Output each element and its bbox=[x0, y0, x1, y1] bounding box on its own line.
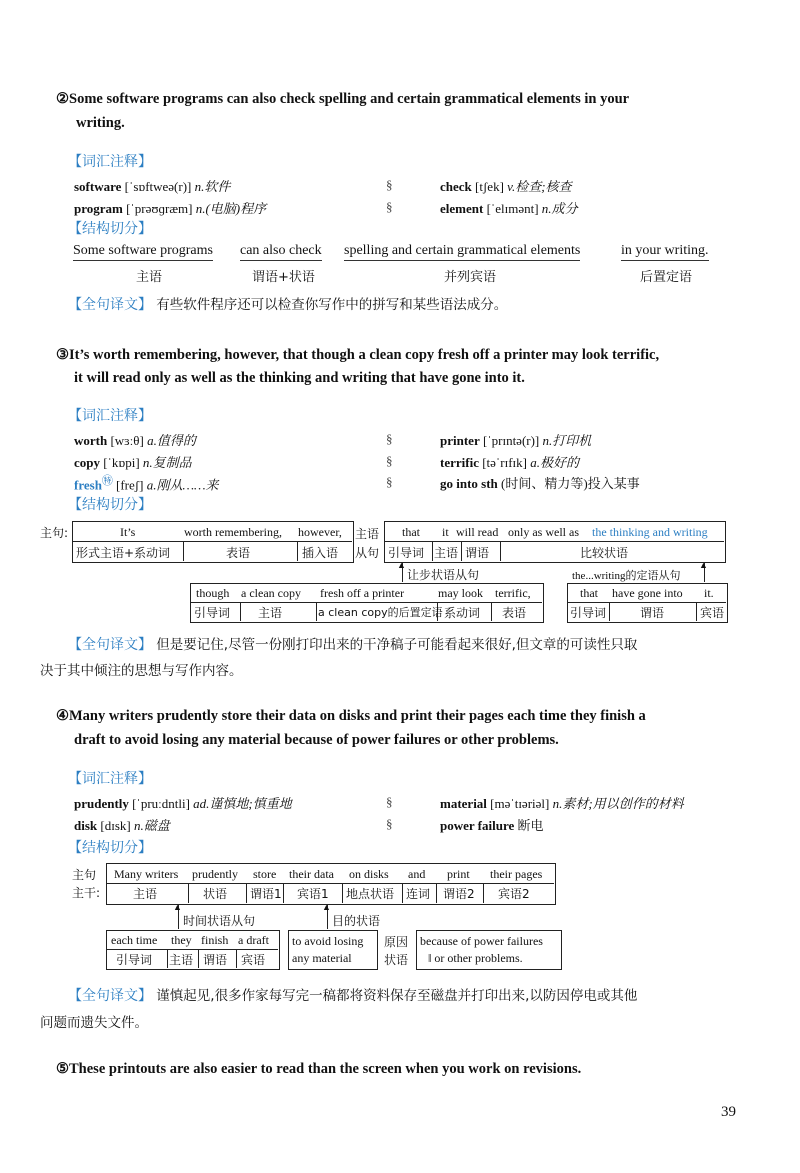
vocab-item: software [ˈsɒftweə(r)] n.软件 bbox=[74, 179, 231, 194]
part-object: spelling and certain grammatical elements bbox=[344, 243, 580, 261]
reason-label: 原因 bbox=[384, 935, 409, 949]
diagram-word: prudently bbox=[192, 867, 238, 881]
diagram-word: it. bbox=[704, 586, 714, 600]
vocab-item: check [tʃek] v.检查;核查 bbox=[440, 179, 572, 194]
diagram-word: worth remembering, bbox=[184, 525, 282, 539]
diagram-word: will read bbox=[456, 525, 499, 539]
diagram-role: 比较状语 bbox=[580, 546, 629, 560]
diagram-role: 谓语 bbox=[640, 606, 665, 620]
diagram-role: 主语 bbox=[434, 546, 459, 560]
diagram-word: because of power failures bbox=[420, 934, 543, 948]
vocab-item: disk [dɪsk] n.磁盘 bbox=[74, 818, 170, 833]
diagram-word: finish bbox=[201, 933, 229, 947]
vocab-item: worth [wɜːθ] a.值得的 bbox=[74, 433, 196, 448]
diagram-word: their data bbox=[289, 867, 334, 881]
diagram-role: 谓语2 bbox=[443, 887, 475, 901]
diagram-role: 表语 bbox=[502, 606, 527, 620]
diagram-word: a clean copy bbox=[241, 586, 301, 600]
separator-mark: § bbox=[386, 199, 393, 214]
diagram-word: the thinking and writing bbox=[592, 525, 708, 539]
arrow-up-icon: ▲ bbox=[699, 560, 708, 570]
translation: 【全句译文】 有些软件程序还可以检查你写作中的拼写和某些语法成分。 bbox=[68, 297, 508, 313]
arrow-label: 目的状语 bbox=[332, 914, 381, 928]
sentence-5: ⑤These printouts are also easier to read than the screen when you work on revisions. bbox=[56, 1061, 582, 1077]
translation-continued: 问题而遗失文件。 bbox=[40, 1015, 148, 1031]
diagram-word: a draft bbox=[238, 933, 269, 947]
diagram-role: 状语 bbox=[203, 887, 228, 901]
vocab-heading: 【词汇注释】 bbox=[68, 154, 152, 170]
arrow-label: 让步状语从句 bbox=[407, 568, 480, 582]
diagram-word: their pages bbox=[490, 867, 543, 881]
separator-mark: § bbox=[386, 431, 393, 446]
structure-heading: 【结构切分】 bbox=[68, 497, 152, 513]
diagram-role: 主语 bbox=[169, 953, 194, 967]
diagram-word: It’s bbox=[120, 525, 136, 539]
translation: 【全句译文】 但是要记住,尽管一份刚打印出来的干净稿子可能看起来很好,但文章的可读性只取 bbox=[68, 637, 638, 653]
diagram-role: 主语 bbox=[133, 887, 158, 901]
diagram-word: it bbox=[442, 525, 449, 539]
diagram-word: each time bbox=[111, 933, 158, 947]
diagram-word: only as well as bbox=[508, 525, 579, 539]
diagram-role: 表语 bbox=[226, 546, 251, 560]
vocab-heading: 【词汇注释】 bbox=[68, 408, 152, 424]
structure-heading: 【结构切分】 bbox=[68, 840, 152, 856]
main-clause-label: 主句: bbox=[40, 526, 69, 540]
part-label: 主语 bbox=[136, 270, 163, 285]
diagram-word: and bbox=[408, 867, 426, 881]
separator-mark: § bbox=[386, 177, 393, 192]
diagram-word: print bbox=[447, 867, 470, 881]
arrow-label: the...writing的定语从句 bbox=[572, 570, 681, 582]
part-subject: Some software programs bbox=[73, 243, 213, 261]
vocab-item: printer [ˈprɪntə(r)] n.打印机 bbox=[440, 433, 592, 448]
vocab-item: terrific [təˈrɪfɪk] a.极好的 bbox=[440, 455, 579, 470]
diagram-word: Many writers bbox=[114, 867, 179, 881]
part-label: 并列宾语 bbox=[444, 270, 497, 285]
diagram-word: to avoid losing bbox=[292, 934, 364, 948]
diagram-role: 系动词 bbox=[444, 606, 481, 620]
sentence-4-line-1: ④Many writers prudently store their data on disks and print their pages each time they finish a bbox=[56, 708, 646, 724]
diagram-role: 谓语 bbox=[203, 953, 228, 967]
arrow-up-icon: ▲ bbox=[173, 902, 182, 912]
vocab-item: element [ˈelɪmənt] n.成分 bbox=[440, 201, 578, 216]
diagram-role: 引导词 bbox=[116, 953, 153, 967]
part-predicate: can also check bbox=[240, 243, 322, 261]
diagram-word: however, bbox=[298, 525, 342, 539]
vocab-item: prudently [ˈpruːdntli] ad.谨慎地;慎重地 bbox=[74, 796, 292, 811]
diagram-role: 插入语 bbox=[302, 546, 339, 560]
diagram-role: 引导词 bbox=[570, 606, 607, 620]
separator-mark: § bbox=[386, 453, 393, 468]
translation: 【全句译文】 谨慎起见,很多作家每写完一稿都将资料保存至磁盘并打印出来,以防因停电或其他 bbox=[68, 988, 638, 1004]
vocab-item: copy [ˈkɒpi] n.复制品 bbox=[74, 455, 192, 470]
vocab-item: program [ˈprəʊɡræm] n.(电脑)程序 bbox=[74, 201, 267, 216]
arrow-up-icon: ▲ bbox=[397, 560, 406, 570]
diagram-word: store bbox=[253, 867, 277, 881]
reason-label: 状语 bbox=[384, 953, 409, 967]
diagram-role: 谓语 bbox=[465, 546, 490, 560]
page-number: 39 bbox=[721, 1104, 736, 1120]
part-attributive: in your writing. bbox=[621, 243, 709, 261]
diagram-role: 形式主语+系动词 bbox=[76, 546, 171, 560]
diagram-role: 宾语 bbox=[241, 953, 266, 967]
diagram-word: that bbox=[402, 525, 420, 539]
sentence-2-line-2: writing. bbox=[76, 115, 125, 131]
arrow-up-icon: ▲ bbox=[322, 902, 331, 912]
diagram-role: 主语 bbox=[258, 606, 283, 620]
diagram-word: may look bbox=[438, 586, 483, 600]
main-stem-label: 主句主干: bbox=[72, 868, 101, 900]
sentence-2-line-1: ②Some software programs can also check spelling and certain grammatical elements in your bbox=[56, 91, 630, 107]
vocab-item: power failure 断电 bbox=[440, 818, 544, 833]
diagram-role: 宾语1 bbox=[297, 887, 329, 901]
diagram-role: 地点状语 bbox=[346, 887, 395, 901]
arrow-label: 时间状语从句 bbox=[183, 914, 256, 928]
separator-mark: § bbox=[386, 816, 393, 831]
vocab-item: fresh㊕ [freʃ] a.刚从……来 bbox=[74, 475, 219, 493]
diagram-word: ‖ or other problems. bbox=[428, 951, 523, 965]
diagram-role: a clean copy的后置定语 bbox=[318, 606, 443, 619]
diagram-role: 连词 bbox=[406, 887, 431, 901]
diagram-role: 引导词 bbox=[194, 606, 231, 620]
subject-clause-label: 主语 bbox=[355, 527, 380, 541]
vocab-heading: 【词汇注释】 bbox=[68, 771, 152, 787]
vocab-item: go into sth (时间、精力等)投入某事 bbox=[440, 476, 640, 491]
diagram-role: 宾语2 bbox=[498, 887, 530, 901]
diagram-word: have gone into bbox=[612, 586, 683, 600]
vocab-item: material [məˈtɪəriəl] n.素材;用以创作的材料 bbox=[440, 796, 684, 811]
polysemy-mark: ㊕ bbox=[101, 475, 113, 487]
translation-continued: 决于其中倾注的思想与写作内容。 bbox=[40, 663, 243, 679]
diagram-word: fresh off a printer bbox=[320, 586, 405, 600]
diagram-word: terrific, bbox=[495, 586, 531, 600]
diagram-word: though bbox=[196, 586, 230, 600]
structure-heading: 【结构切分】 bbox=[68, 221, 152, 237]
separator-mark: § bbox=[386, 474, 393, 489]
sentence-3-line-2: it will read only as well as the thinking and writing that have gone into it. bbox=[74, 370, 525, 386]
part-label: 谓语+状语 bbox=[252, 270, 315, 285]
separator-mark: § bbox=[386, 794, 393, 809]
subject-clause-label: 从句 bbox=[355, 546, 380, 560]
diagram-word: they bbox=[171, 933, 192, 947]
diagram-role: 谓语1 bbox=[250, 887, 282, 901]
diagram-word: on disks bbox=[349, 867, 389, 881]
diagram-word: any material bbox=[292, 951, 352, 965]
diagram-role: 引导词 bbox=[388, 546, 425, 560]
part-label: 后置定语 bbox=[640, 270, 693, 285]
diagram-word: that bbox=[580, 586, 598, 600]
sentence-3-line-1: ③It’s worth remembering, however, that though a clean copy fresh off a printer may look terrific, bbox=[56, 347, 660, 363]
diagram-role: 宾语 bbox=[700, 606, 725, 620]
sentence-4-line-2: draft to avoid losing any material because of power failures or other problems. bbox=[74, 732, 559, 748]
